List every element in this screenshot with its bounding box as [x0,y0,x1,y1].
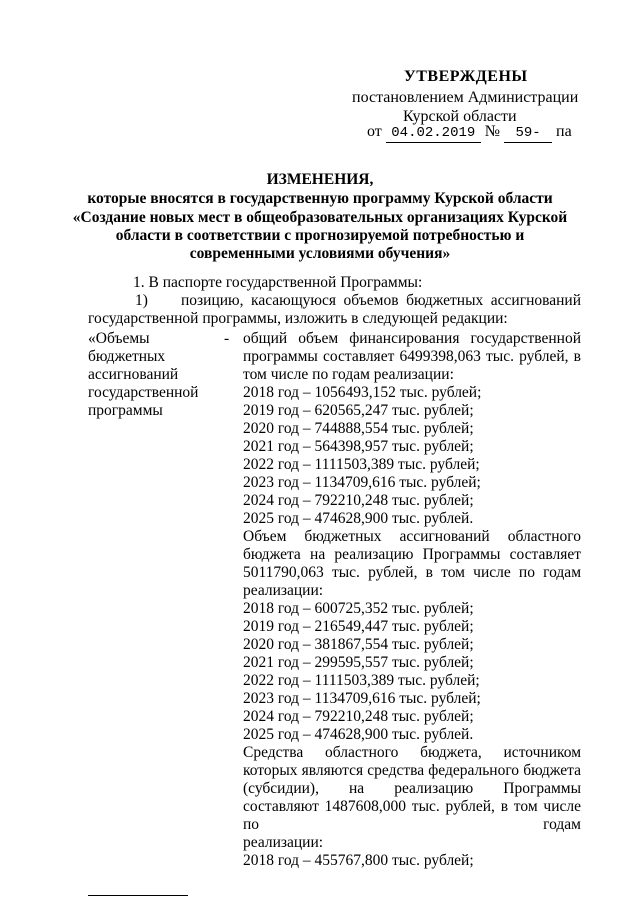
total-year-row: 2019 год – 620565,247 тыс. рублей; [243,402,474,419]
changes-subtitle-line-1: которые вносятся в государственную программу Курской области [87,190,553,207]
number-suffix: па [556,123,572,140]
changes-title: ИЗМЕНЕНИЯ, [266,171,374,188]
item-1-1-continuation: государственной программы, изложить в следующей редакции: [88,310,508,327]
regional-year-row: 2021 год – 299595,557 тыс. рублей; [243,654,474,671]
total-year-row: 2023 год – 1134709,616 тыс. рублей; [243,474,481,491]
total-year-row: 2018 год – 1056493,152 тыс. рублей; [243,384,482,401]
regional-year-row: 2025 год – 474628,900 тыс. рублей. [243,726,474,743]
approval-date-line [367,121,572,143]
label-line: бюджетных [88,348,166,365]
federal-budget-text: Средства областного бюджета, источником которых являются средства федерального бюджета (субсидии), на реализацию Программы составляют 1487608,000 тыс. рублей, в том числе по годам [243,744,581,833]
changes-subtitle-line-2: «Создание новых мест в общеобразовательных организациях Курской [72,209,568,226]
approval-line-2: Курской области [403,108,517,125]
item-1-1-text: позицию, касающуюся объемов бюджетных ассигнований [181,292,581,309]
regional-year-row: 2023 год – 1134709,616 тыс. рублей; [243,690,481,707]
passport-label-column [88,330,228,420]
total-year-row: 2022 год – 1111503,389 тыс. рублей; [243,456,480,473]
total-year-row: 2024 год – 792210,248 тыс. рублей; [243,492,474,509]
approval-number: 59- [504,125,552,143]
total-financing-text-end: том числе по годам реализации: [243,366,454,383]
regional-budget-text-end: реализации: [243,582,324,599]
footer-rule [88,895,188,896]
approval-line-1: постановлением Администрации [352,89,579,106]
regional-year-row: 2019 год – 216549,447 тыс. рублей; [243,618,474,635]
changes-subtitle-line-3: области в соответствии с прогнозируемой потребностью и [115,227,525,244]
item-1-1-number: 1) [135,292,148,309]
passport-content-column [243,330,581,870]
label-line: ассигнований [88,366,179,383]
label-line: «Объемы [88,330,150,347]
federal-budget-text-end: реализации: [243,834,324,851]
total-financing-text: общий объем финансирования государственной программы составляет 6499398,063 тыс. рублей, в [243,330,581,365]
total-year-row: 2025 год – 474628,900 тыс. рублей. [243,510,474,527]
label-line: государственной [88,384,199,401]
regional-year-row: 2022 год – 1111503,389 тыс. рублей; [243,672,480,689]
approval-date: 04.02.2019 [386,125,481,143]
regional-budget-text: Объем бюджетных ассигнований областного бюджета на реализацию Программы составляет 5011790,063 тыс. рублей, в том числе по годам [243,528,581,581]
label-dash: - [224,330,230,347]
number-sign: № [484,123,501,140]
item-1: 1. В паспорте государственной Программы: [133,274,423,291]
date-prefix: от [367,123,382,140]
federal-year-row: 2018 год – 455767,800 тыс. рублей; [243,852,474,869]
regional-year-row: 2020 год – 381867,554 тыс. рублей; [243,636,474,653]
approved-title: УТВЕРЖДЕНЫ [404,68,528,85]
changes-subtitle-line-4: современными условиями обучения» [189,245,451,262]
total-year-row: 2021 год – 564398,957 тыс. рублей; [243,438,474,455]
regional-year-row: 2024 год – 792210,248 тыс. рублей; [243,708,474,725]
regional-year-row: 2018 год – 600725,352 тыс. рублей; [243,600,474,617]
total-year-row: 2020 год – 744888,554 тыс. рублей; [243,420,474,437]
label-line: программы [88,402,163,419]
